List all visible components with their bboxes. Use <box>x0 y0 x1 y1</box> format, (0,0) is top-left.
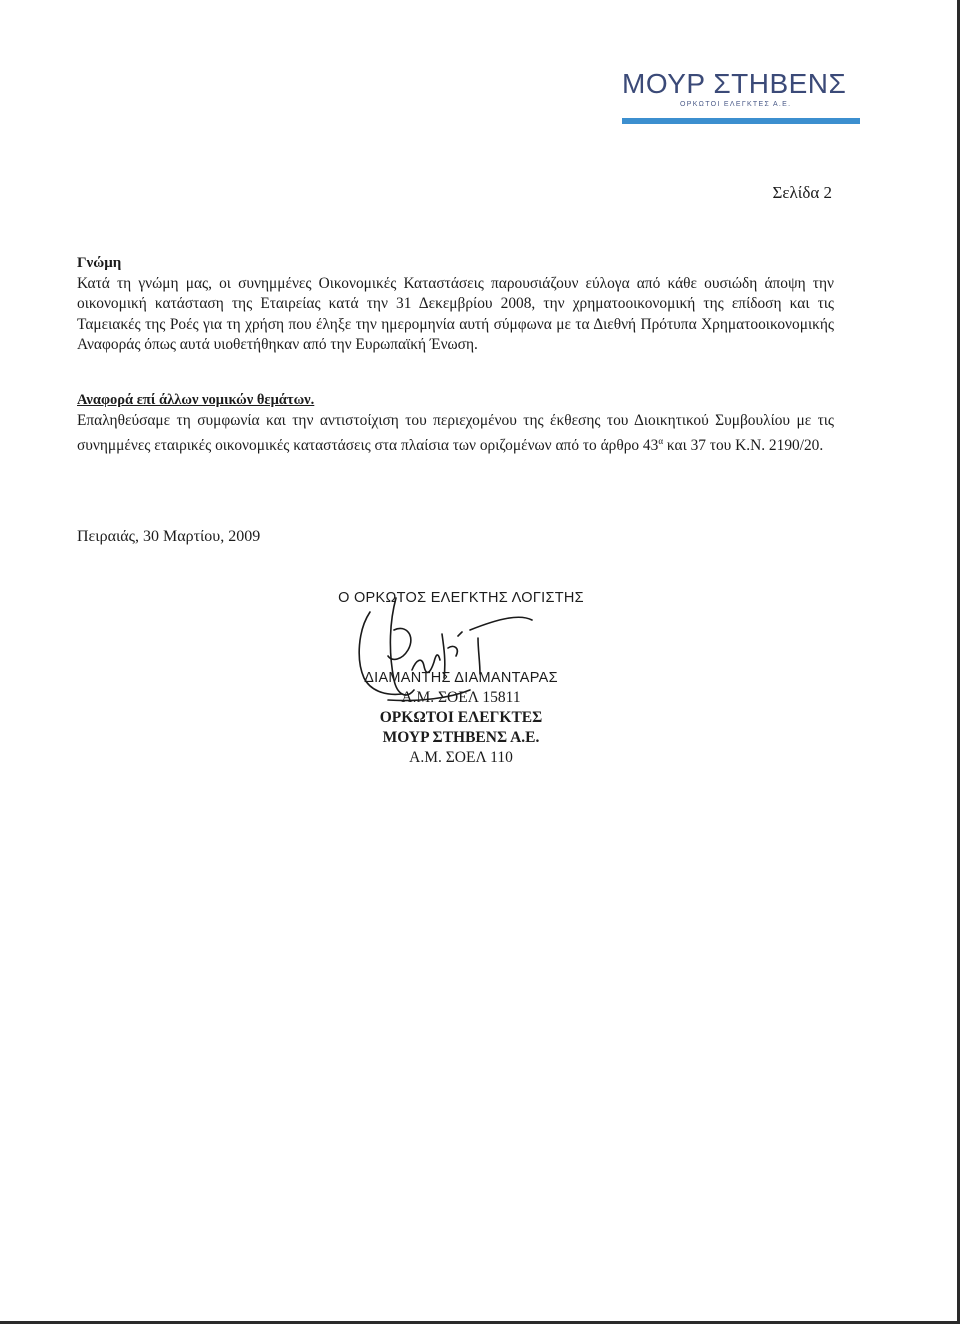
legal-text-end: και 37 του Κ.Ν. 2190/20. <box>663 437 824 455</box>
opinion-paragraph: Κατά τη γνώμη μας, οι συνημμένες Οικονομικές Καταστάσεις παρουσιάζουν εύλογα από κάθε ουσιώδη άποψη την οικονομική κατάσταση της Εταιρείας κατά την 31 Δεκεμβρίου 2008, την χρηματοοικονομική της επίδοση και τις Ταμειακές της Ροές για τη χρήση που έληξε την ημερομηνία αυτή σύμφωνα με τα Διεθνή Πρότυπα Χρηματοοικονομικής Αναφοράς όπως αυτά υιοθετήθηκαν από την Ευρωπαϊκή Ένωση. <box>77 274 834 353</box>
company-logo <box>622 68 860 108</box>
logo-subtitle: ΟΡΚΩΤΟΙ ΕΛΕΓΚΤΕΣ Α.Ε. <box>680 101 792 108</box>
firm-name-line2: ΜΟΥΡ ΣΤΗΒΕΝΣ Α.Ε. <box>382 729 540 746</box>
firm-registration: Α.Μ. ΣΟΕΛ 110 <box>409 749 513 766</box>
auditor-name: ΔΙΑΜΑΝΤΗΣ ΔΙΑΜΑΝΤΑΡΑΣ <box>364 670 558 686</box>
logo-company-name: ΜΟΥΡ ΣΤΗΒΕΝΣ <box>622 68 847 99</box>
letterhead-bar <box>622 118 860 124</box>
auditor-registration: Α.Μ. ΣΟΕΛ 15811 <box>401 689 521 706</box>
legal-heading: Αναφορά επί άλλων νομικών θεμάτων. <box>77 392 315 408</box>
signatory-details <box>292 668 630 768</box>
legal-text-main: Επαληθεύσαμε τη συμφωνία και την αντιστοίχιση του περιεχομένου της έκθεσης του Διοικητικού Συμβουλίου με τις συνημμένες εταιρικές οικονομικές καταστάσεις στα πλαίσια των οριζομένων από το άρθρο 43 <box>77 411 834 455</box>
auditor-title: Ο ΟΡΚΩΤΟΣ ΕΛΕΓΚΤΗΣ ΛΟΓΙΣΤΗΣ <box>338 590 584 606</box>
legal-superscript: α <box>658 436 664 446</box>
place-date: Πειραιάς, 30 Μαρτίου, 2009 <box>77 528 261 545</box>
page-number: Σελίδα 2 <box>772 183 832 202</box>
firm-name-line1: ΟΡΚΩΤΟΙ ΕΛΕΓΚΤΕΣ <box>379 709 543 726</box>
legal-paragraph <box>77 411 834 457</box>
legal-section <box>77 390 834 457</box>
opinion-section <box>77 253 834 356</box>
opinion-heading: Γνώμη <box>77 255 122 271</box>
